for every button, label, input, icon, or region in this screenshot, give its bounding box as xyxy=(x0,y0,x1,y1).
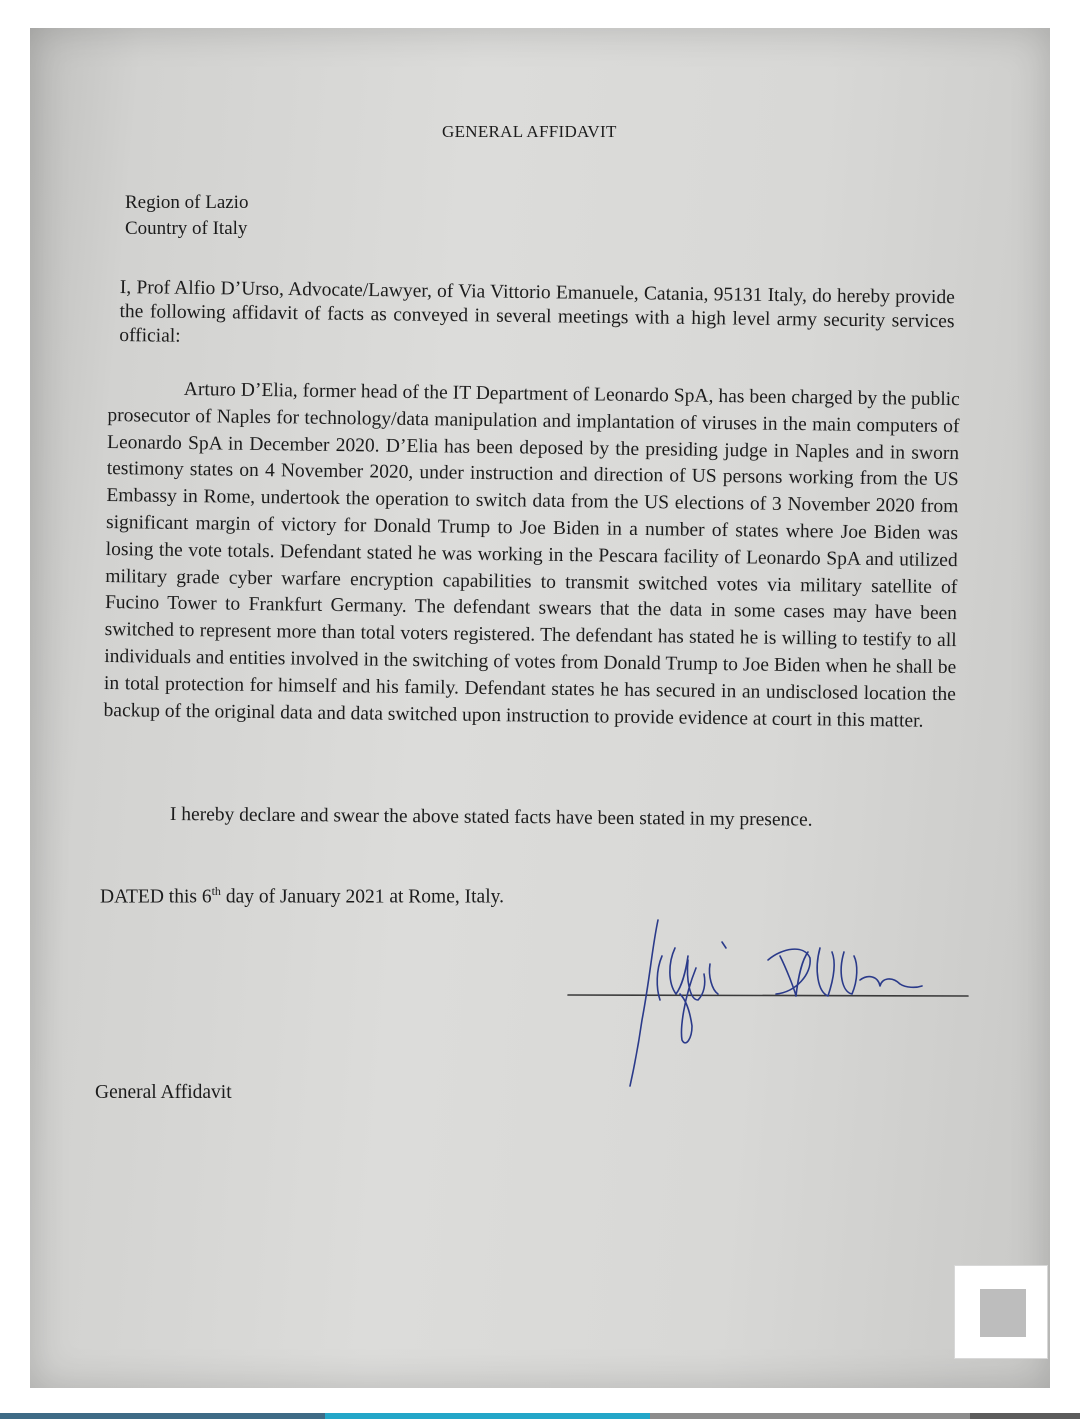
bottom-bar-segment xyxy=(0,1413,325,1419)
signature-stroke xyxy=(709,964,718,994)
signature xyxy=(560,908,980,1108)
intro-paragraph: I, Prof Alfio D’Urso, Advocate/Lawyer, of Via Vittorio Emanuele, Catania, 95131 Italy, do hereby provide the following affidavit of facts as conveyed in several meetings with a high level army security services official: xyxy=(119,276,955,347)
dated-suffix: day of January 2021 at Rome, Italy. xyxy=(220,886,504,908)
dated-prefix: DATED this 6 xyxy=(100,886,212,908)
country-line: Country of Italy xyxy=(125,218,248,239)
signature-stroke xyxy=(780,952,808,996)
affidavit-page xyxy=(30,28,1050,1388)
signature-stroke xyxy=(657,956,662,1000)
region-line: Region of Lazio xyxy=(125,192,249,213)
dated-line xyxy=(100,884,504,909)
jurisdiction-block xyxy=(125,190,248,242)
footer-label: General Affidavit xyxy=(95,1082,232,1103)
expand-square-icon[interactable] xyxy=(954,1265,1048,1359)
signature-stroke xyxy=(670,948,688,994)
signature-stroke xyxy=(687,960,704,1000)
signature-stroke xyxy=(817,948,834,996)
body-paragraph: Arturo D’Elia, former head of the IT Department of Leonardo SpA, has been charged by the public prosecutor of Naples for technology/data manipulation and implantation of viruses in the main computers of Leonardo SpA in December 2020. D’Elia has been deposed by the presiding judge in Naples and in sworn testimony states on 4 November 2020, under instruction and direction of US persons working from the US Embassy in Rome, undertook the operation to switch data from the US elections of 3 November 2020 from significant margin of victory for Donald Trump to Joe Biden in a number of states where Joe Biden was losing the vote totals. Defendant stated he was working in the Pescara facility of Leonardo SpA and utilized military grade cyber warfare encryption capabilities to transmit switched votes via military satellite of Fucino Tower to Frankfurt Germany. The defendant swears that the data in some cases may have been switched to represent more than total voters registered. The defendant has stated he is willing to testify to all individuals and entities involved in the switching of votes from Donald Trump to Joe Biden when he shall be in total protection for himself and his family. Defendant states he has secured in an undisclosed location the backup of the original data and data switched upon instruction to provide evidence at court in this matter. xyxy=(103,378,960,732)
signature-stroke xyxy=(722,942,726,948)
dated-ordinal: th xyxy=(211,884,221,898)
expand-square-inner xyxy=(980,1289,1026,1337)
signature-line xyxy=(568,995,968,996)
bottom-bar-segment xyxy=(650,1413,970,1419)
declaration-line: I hereby declare and swear the above stated facts have been stated in my presence. xyxy=(169,804,813,831)
signature-stroke xyxy=(768,949,810,994)
document-title: GENERAL AFFIDAVIT xyxy=(442,122,617,141)
signature-stroke xyxy=(630,920,658,1086)
bottom-bar-segment xyxy=(970,1413,1080,1419)
signature-stroke xyxy=(860,977,922,988)
signature-stroke xyxy=(841,952,857,994)
bottom-bar-segment xyxy=(325,1413,650,1419)
bottom-progress-bar xyxy=(0,1413,1080,1419)
